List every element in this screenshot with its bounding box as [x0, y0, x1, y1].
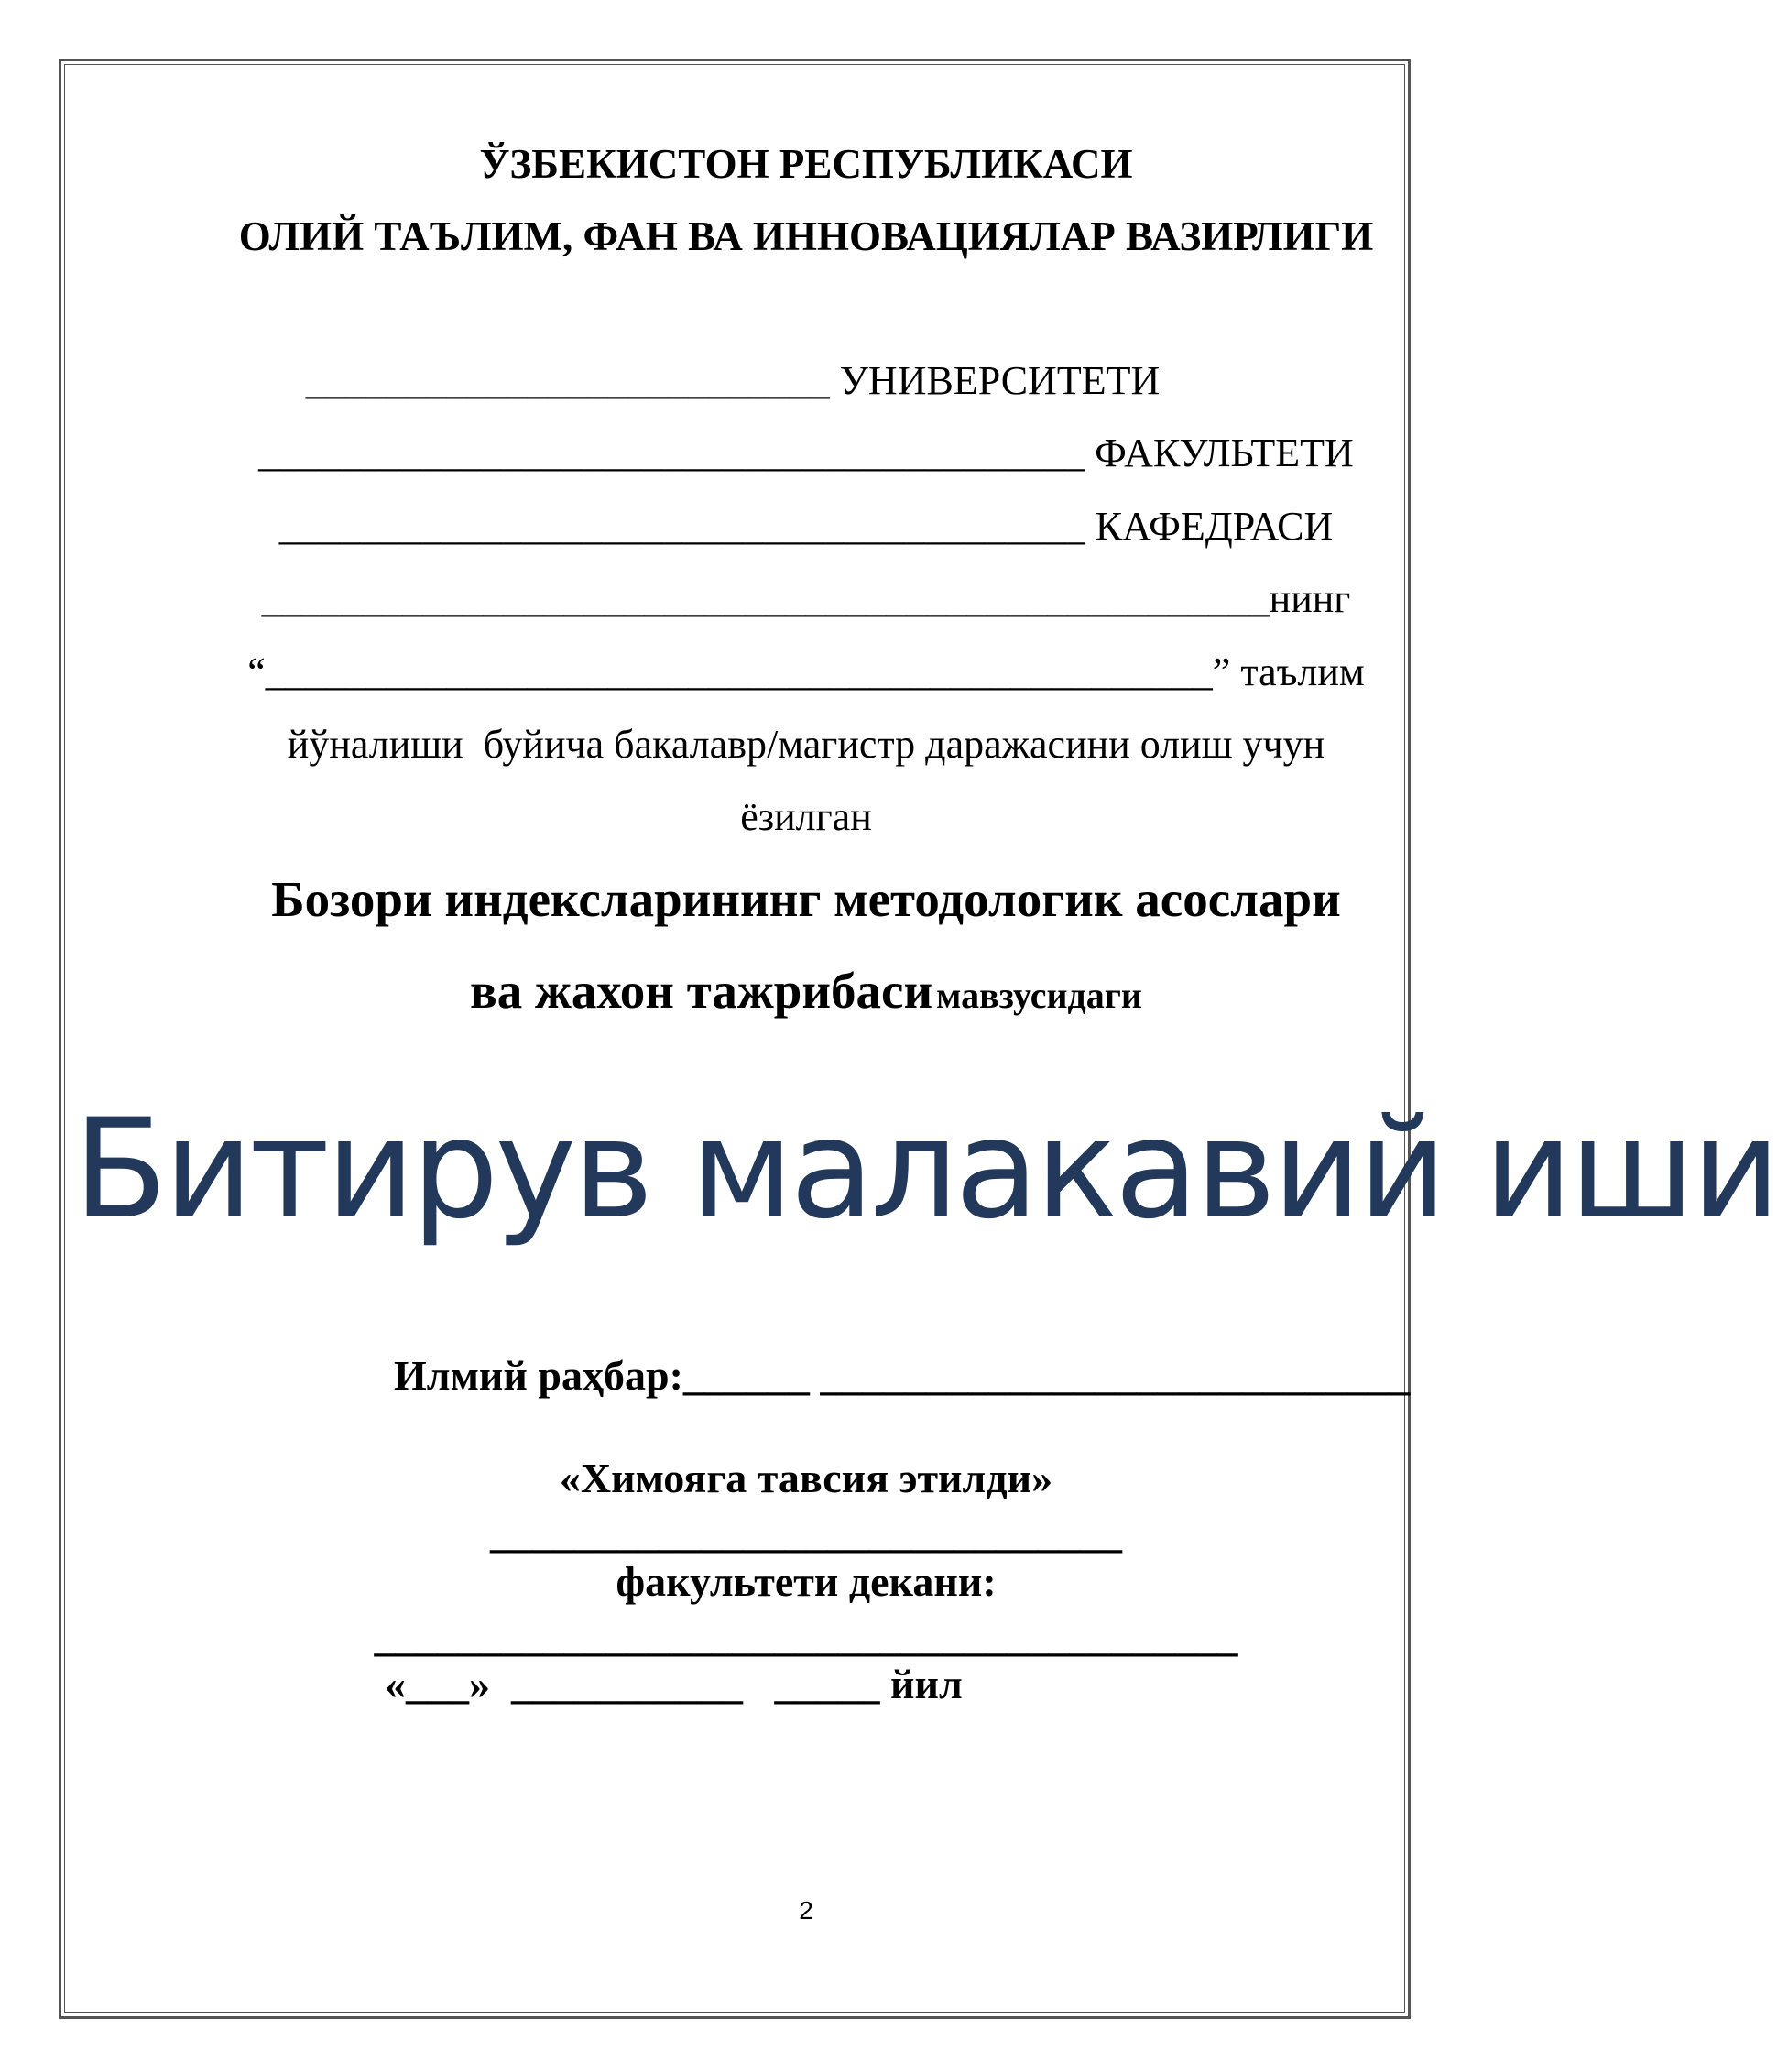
- topic-line-2: [73, 962, 1539, 1020]
- department-line: ________________________________________ КАФЕДРАСИ: [278, 504, 1334, 549]
- direction-line: “_______________________________________________” таълим: [247, 649, 1365, 694]
- blank-signature-line: ______________________________: [490, 1510, 1122, 1556]
- topic-line-2-main: ва жахон тажрибаси: [470, 963, 933, 1019]
- header-republic: ЎЗБЕКИСТОН РЕСПУБЛИКАСИ: [479, 141, 1133, 187]
- header-ministry: ОЛИЙ ТАЪЛИМ, ФАН ВА ИННОВАЦИЯЛАР ВАЗИРЛИГИ: [238, 213, 1374, 259]
- work-title: Битирув малакавий иши: [73, 1090, 1777, 1249]
- page-number: 2: [799, 1896, 813, 1925]
- written-line: ёзилган: [740, 794, 872, 839]
- degree-line: йўналиши буйича бакалавр/магистр даражасини олиш учун: [287, 722, 1325, 767]
- ning-line: __________________________________________________нинг: [261, 576, 1351, 621]
- topic-line-2-suffix: мавзусидаги: [936, 975, 1142, 1016]
- supervisor-line: Илмий раҳбар:______ ____________________________: [394, 1352, 1411, 1399]
- dean-line: факультети декани:: [616, 1558, 997, 1605]
- university-line: __________________________ УНИВЕРСИТЕТИ: [305, 358, 1161, 403]
- recommended-line: «Химояга тавсия этилди»: [559, 1455, 1053, 1501]
- topic-line-1: Бозори индексларининг методологик асослари: [271, 871, 1341, 927]
- dean-signature-line: _________________________________________: [374, 1613, 1238, 1660]
- date-line: «___» ___________ _____ йил: [385, 1661, 963, 1707]
- faculty-line: _________________________________________ ФАКУЛЬТЕТИ: [258, 431, 1354, 475]
